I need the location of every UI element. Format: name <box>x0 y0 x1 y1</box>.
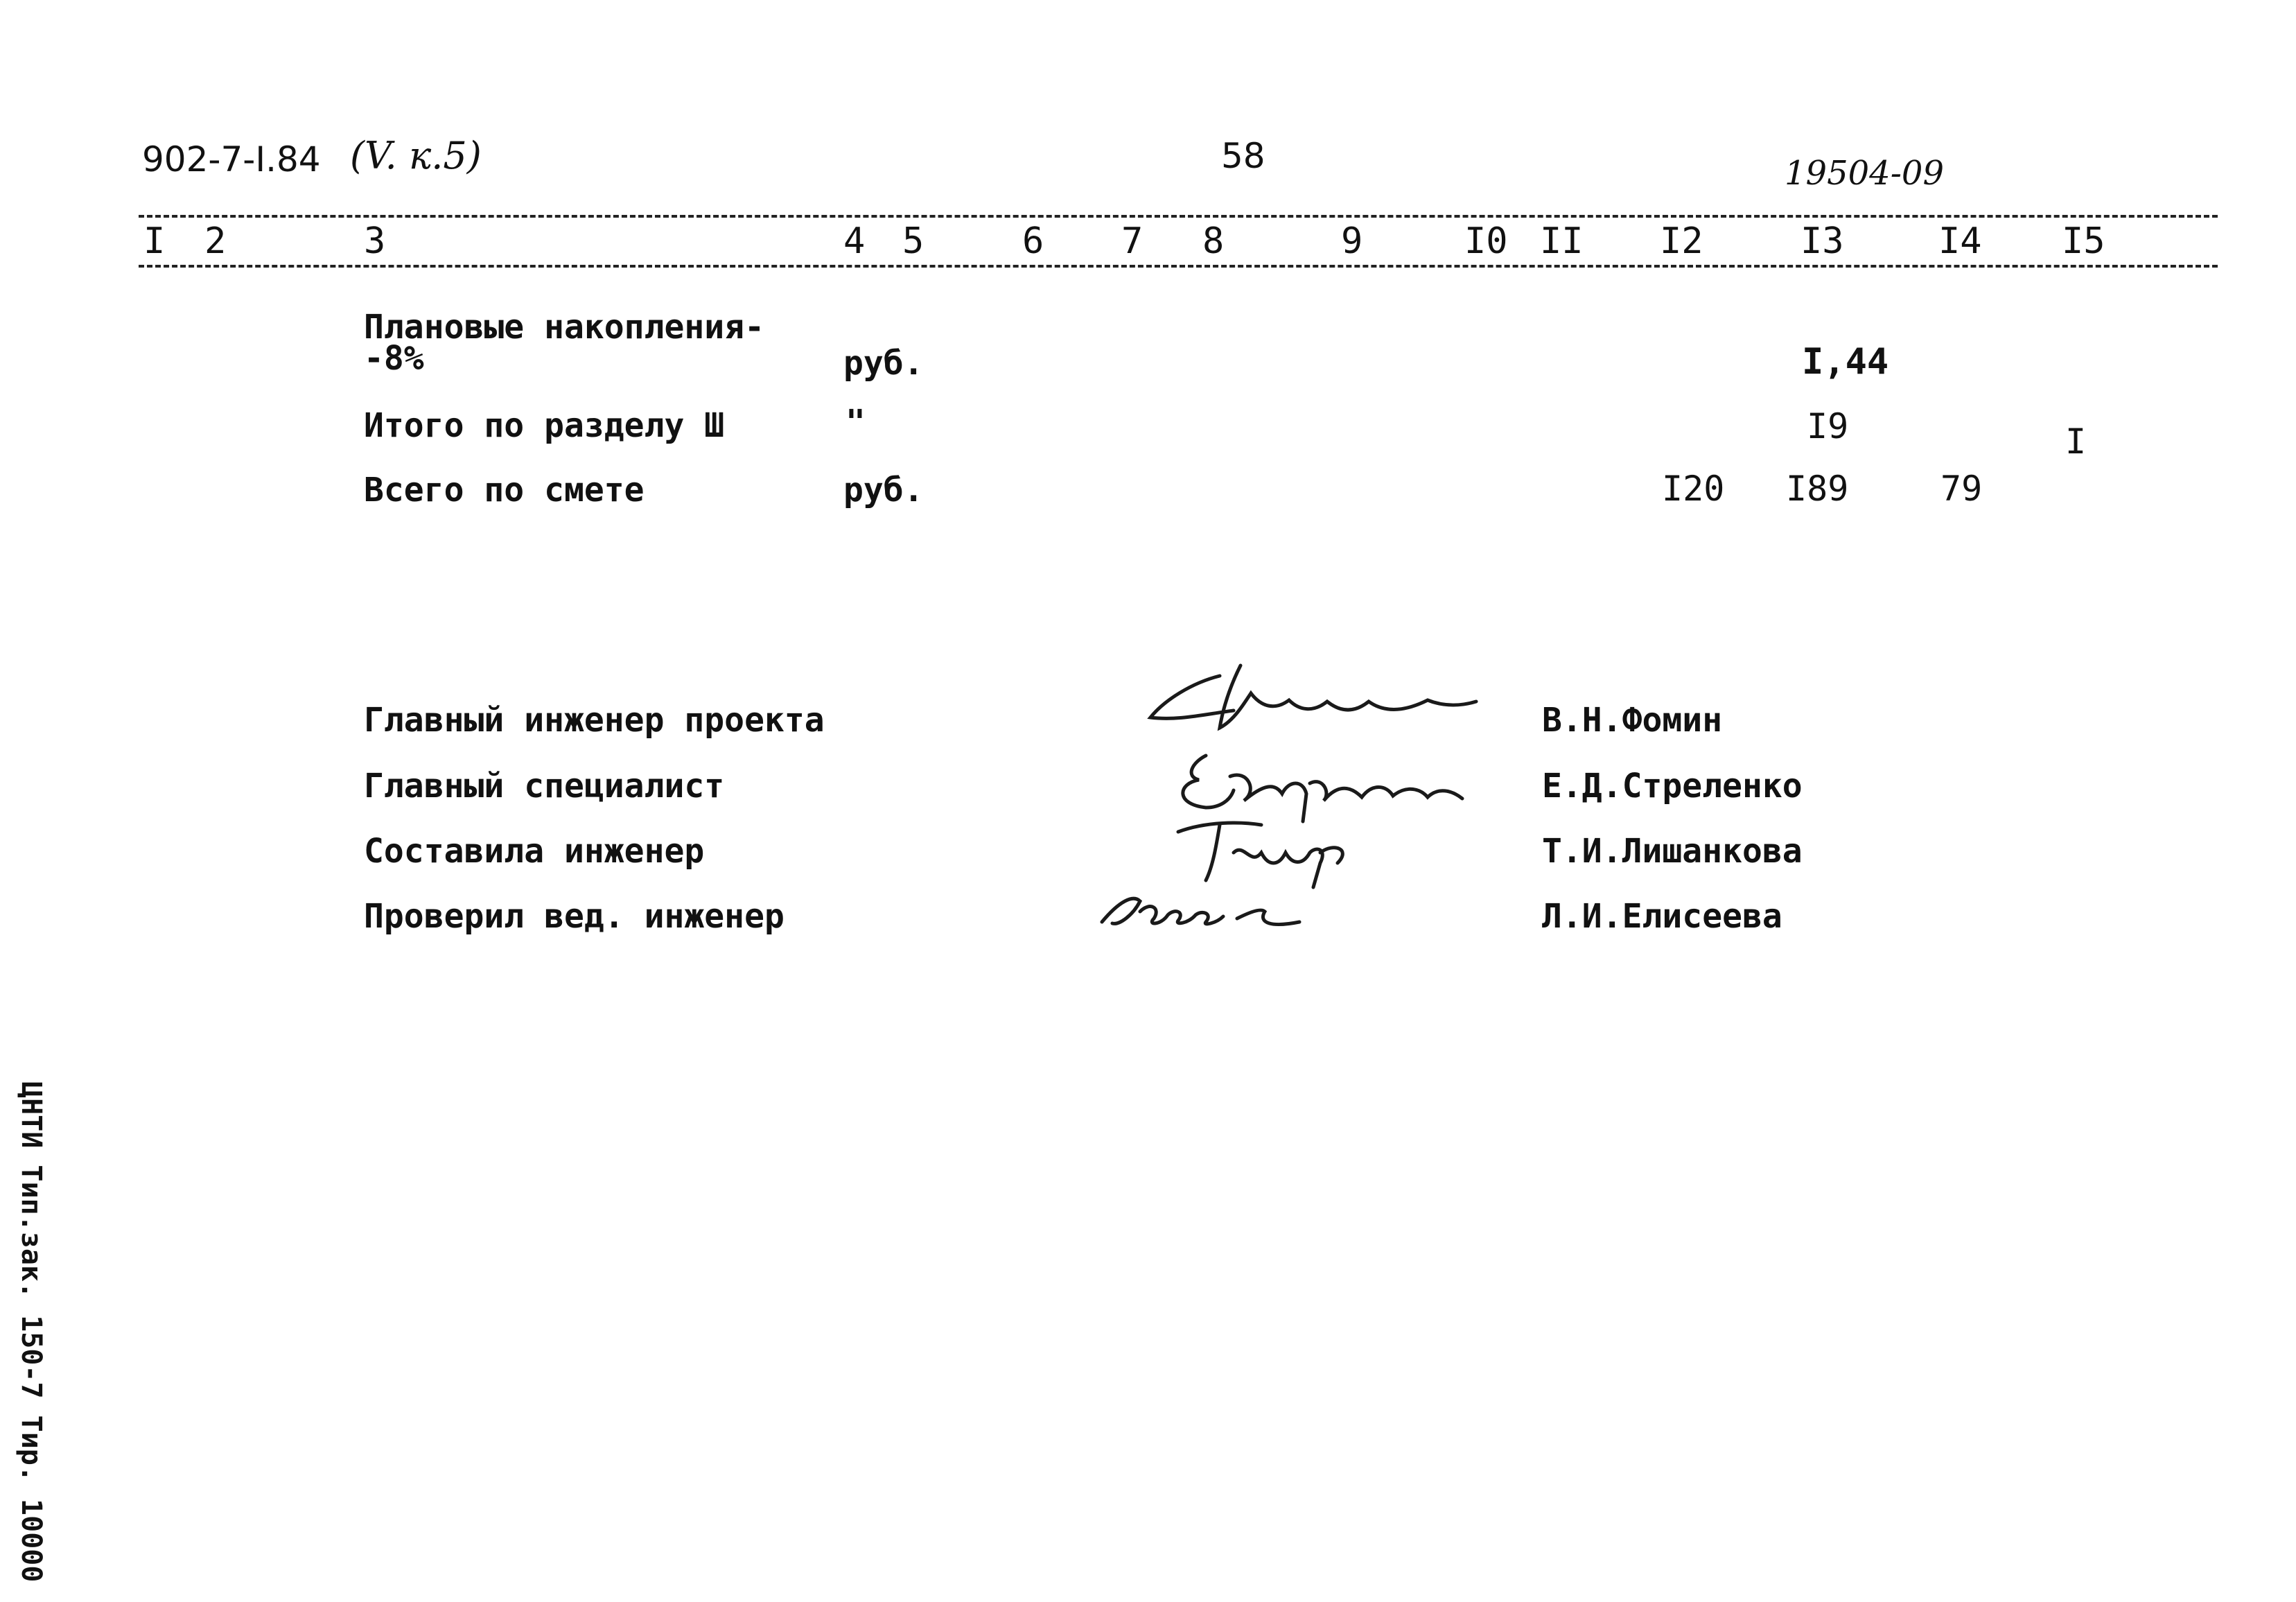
row-unit: руб. <box>843 344 924 383</box>
column-number: 2 <box>204 220 227 262</box>
row-value-col13: I9 <box>1807 406 1849 446</box>
column-number: II <box>1540 220 1584 262</box>
row-unit: руб. <box>843 471 924 510</box>
row-value-col14: 79 <box>1940 469 1983 509</box>
archive-number: 19504-09 <box>1785 154 1944 193</box>
column-number: I0 <box>1464 220 1508 262</box>
column-number: 5 <box>902 220 924 262</box>
handwritten-signature <box>1137 652 1483 749</box>
document-code: 902-7-I.84 <box>142 139 321 180</box>
column-header-top-rule <box>139 215 2218 218</box>
signatory-role: Проверил вед. инженер <box>364 897 785 936</box>
column-header-bottom-rule <box>139 265 2218 268</box>
row-label-planned-savings: Плановые накопления- <box>364 308 764 347</box>
row-value-col13: I,44 <box>1802 341 1889 383</box>
signatory-role: Составила инженер <box>364 832 705 871</box>
row-value-col12: I20 <box>1662 469 1725 509</box>
signatory-name: Е.Д.Стреленко <box>1542 767 1803 806</box>
column-number: 3 <box>364 220 386 262</box>
signatory-name: В.Н.Фомин <box>1542 701 1723 740</box>
column-number: 4 <box>843 220 866 262</box>
row-value-col13: I89 <box>1786 469 1849 509</box>
column-number: I <box>143 220 166 262</box>
column-number: I2 <box>1660 220 1703 262</box>
row-label-estimate-total: Всего по смете <box>364 471 645 510</box>
row-unit-ditto: " <box>845 403 866 442</box>
column-number: 6 <box>1022 220 1044 262</box>
row-value-col15: I <box>2065 421 2087 462</box>
column-number: I3 <box>1800 220 1844 262</box>
printing-house-stamp: ЦНТИ Тип.зак. 150-7 Тир. 10000 <box>15 1081 47 1583</box>
column-number: 7 <box>1121 220 1143 262</box>
row-label-planned-savings-percent: -8% <box>364 339 424 378</box>
signatory-name: Л.И.Елисеева <box>1542 897 1782 936</box>
row-label-section-total: Итого по разделу Ш <box>364 406 725 445</box>
signatory-role: Главный специалист <box>364 767 725 806</box>
column-number: I5 <box>2062 220 2105 262</box>
signatory-role: Главный инженер проекта <box>364 701 825 740</box>
signatory-name: Т.И.Лишанкова <box>1542 832 1803 871</box>
handwritten-signature <box>1092 880 1313 943</box>
document-note: (V. к.5) <box>350 134 482 177</box>
column-number: 9 <box>1341 220 1363 262</box>
column-number: 8 <box>1202 220 1225 262</box>
column-number: I4 <box>1938 220 1982 262</box>
page-number: 58 <box>1221 136 1265 176</box>
